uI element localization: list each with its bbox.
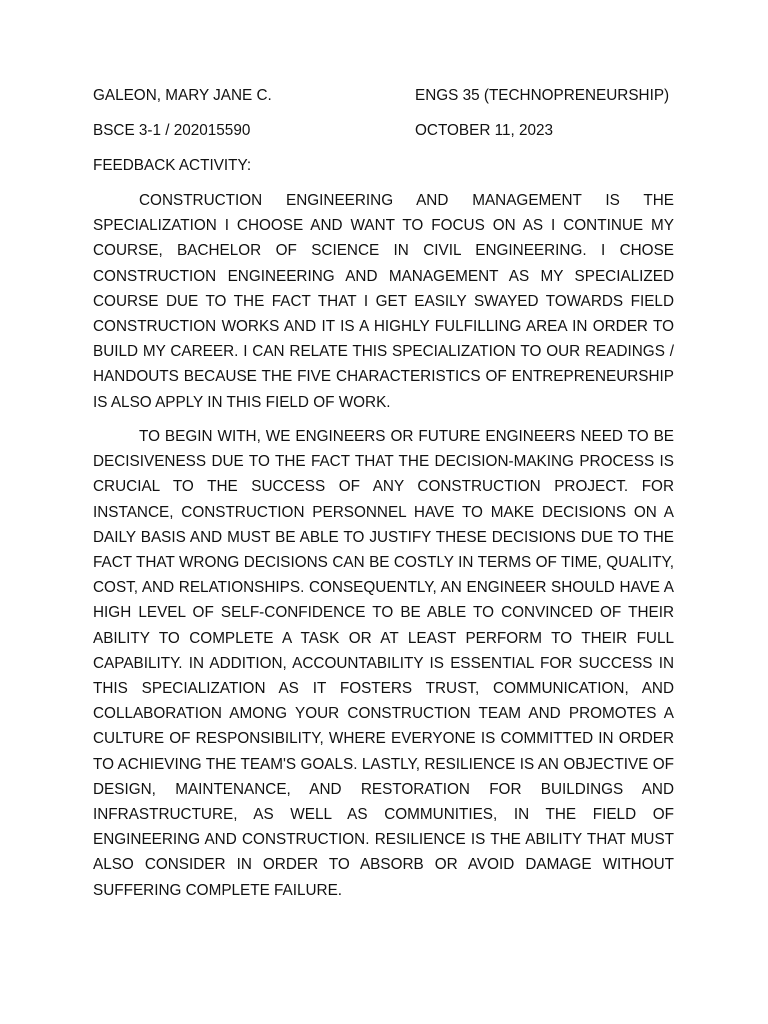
header-row-name-course [93, 85, 675, 107]
course-code: ENGS 35 (TECHNOPRENEURSHIP) [415, 87, 670, 104]
header-row-section-date [93, 120, 675, 142]
body-paragraph-2: TO BEGIN WITH, WE ENGINEERS OR FUTURE ENGINEERS NEED TO BE DECISIVENESS DUE TO THE FACT THAT THE DECISION-MAKING PROCESS IS CRUCIAL TO THE SUCCESS OF ANY CONSTRUCTION PROJECT. FOR INSTANCE, CONSTRUCTION PERSONNEL HAVE TO MAKE DECISIONS ON A DAILY BASIS AND MUST BE ABLE TO JUSTIFY THESE DECISIONS DUE TO THE FACT THAT WRONG DECISIONS CAN BE COSTLY IN TERMS OF TIME, QUALITY, COST, AND RELATIONSHIPS. CONSEQUENTLY, AN ENGINEER SHOULD HAVE A HIGH LEVEL OF SELF-CONFIDENCE TO BE ABLE TO CONVINCED OF THEIR ABILITY TO COMPLETE A TASK OR AT LEAST PERFORM TO THEIR FULL CAPABILITY. IN ADDITION, ACCOUNTABILITY IS ESSENTIAL FOR SUCCESS IN THIS SPECIALIZATION AS IT FOSTERS TRUST, COMMUNICATION, AND COLLABORATION AMONG YOUR CONSTRUCTION TEAM AND PROMOTES A CULTURE OF RESPONSIBILITY, WHERE EVERYONE IS COMMITTED IN ORDER TO ACHIEVING THE TEAM'S GOALS. LASTLY, RESILIENCE IS AN OBJECTIVE OF DESIGN, MAINTENANCE, AND RESTORATION FOR BUILDINGS AND INFRASTRUCTURE, AS WELL AS COMMUNITIES, IN THE FIELD OF ENGINEERING AND CONSTRUCTION. RESILIENCE IS THE ABILITY THAT MUST ALSO CONSIDER IN ORDER TO ABSORB OR AVOID DAMAGE WITHOUT SUFFERING COMPLETE FAILURE. [93, 428, 674, 899]
student-name: GALEON, MARY JANE C. [93, 87, 272, 104]
activity-title: FEEDBACK ACTIVITY: [93, 157, 252, 174]
body-paragraph-1: CONSTRUCTION ENGINEERING AND MANAGEMENT IS THE SPECIALIZATION I CHOOSE AND WANT TO FOCUS ON AS I CONTINUE MY COURSE, BACHELOR OF SCIENCE IN CIVIL ENGINEERING. I CHOSE CONSTRUCTION ENGINEERING AND MANAGEMENT AS MY SPECIALIZED COURSE DUE TO THE FACT THAT I GET EASILY SWAYED TOWARDS FIELD CONSTRUCTION WORKS AND IT IS A HIGHLY FULFILLING AREA IN ORDER TO BUILD MY CAREER. I CAN RELATE THIS SPECIALIZATION TO OUR READINGS / HANDOUTS BECAUSE THE FIVE CHARACTERISTICS OF ENTREPRENEURSHIP IS ALSO APPLY IN THIS FIELD OF WORK. [93, 192, 674, 411]
section-id: BSCE 3-1 / 202015590 [93, 122, 251, 139]
header-row-activity [93, 155, 675, 177]
submission-date: OCTOBER 11, 2023 [415, 122, 554, 139]
